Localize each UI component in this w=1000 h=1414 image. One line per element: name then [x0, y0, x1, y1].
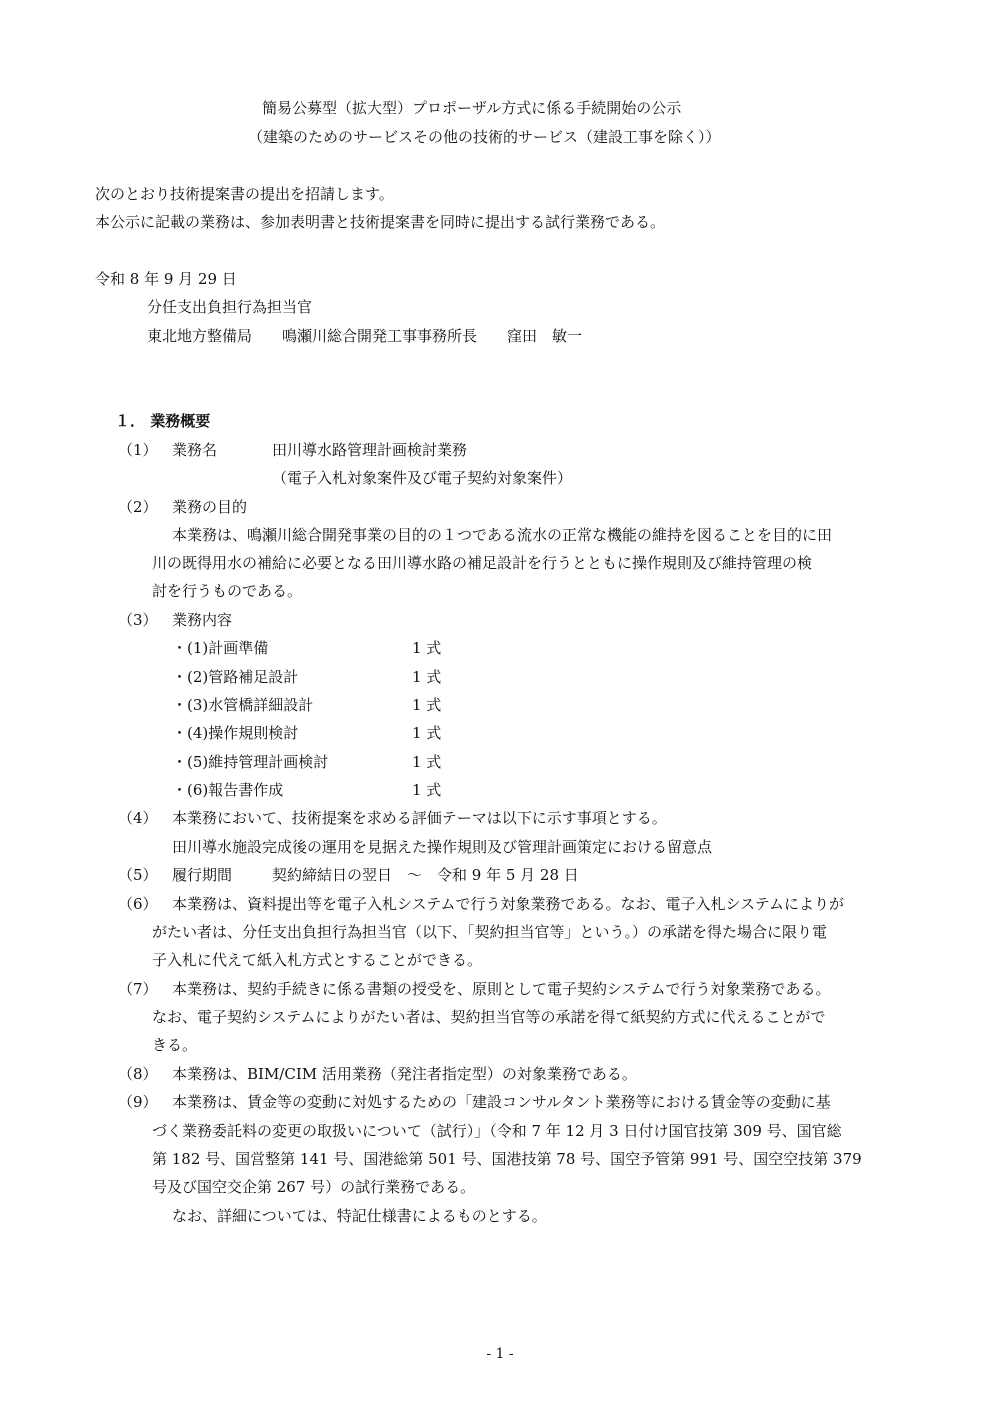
- task-name: ・(3)水管橋詳細設計: [172, 696, 314, 714]
- task-quantity: 1 式: [412, 639, 442, 657]
- task-quantity: 1 式: [412, 781, 442, 799]
- item-text: なお、電子契約システムによりがたい者は、契約担当官等の承諾を得て紙契約方式に代えることがで: [152, 1008, 826, 1026]
- item-number: （9）: [118, 1093, 158, 1111]
- item-number: （3）: [118, 611, 158, 629]
- task-quantity: 1 式: [412, 696, 442, 714]
- item-text: 本業務は、賃金等の変動に対処するための「建設コンサルタント業務等における賃金等の変動に基: [172, 1093, 831, 1111]
- section-heading: １． 業務概要: [115, 412, 211, 430]
- item-text: 討を行うものである。: [152, 582, 303, 600]
- task-name: ・(4)操作規則検討: [172, 724, 299, 742]
- item-text: 本業務において、技術提案を求める評価テーマは以下に示す事項とする。: [172, 809, 667, 827]
- item-text: 川の既得用水の補給に必要となる田川導水路の補足設計を行うとともに操作規則及び維持管理の検: [152, 554, 813, 572]
- item-number: （1）: [118, 441, 158, 459]
- item-text: なお、詳細については、特記仕様書によるものとする。: [172, 1207, 547, 1225]
- issuer-role: 分任支出負担行為担当官: [147, 298, 313, 316]
- item-text: 本業務は、資料提出等を電子入札システムで行う対象業務である。なお、電子入札システムによりが: [172, 895, 845, 913]
- item-label: 業務内容: [172, 611, 233, 629]
- task-quantity: 1 式: [412, 668, 442, 686]
- item-number: （2）: [118, 498, 158, 516]
- issue-date: 令和 8 年 9 月 29 日: [95, 270, 237, 288]
- item-text: 号及び国空交企第 267 号）の試行業務である。: [152, 1178, 476, 1196]
- task-name: ・(2)管路補足設計: [172, 668, 299, 686]
- issuer-organization: 東北地方整備局 鳴瀬川総合開発工事事務所長 窪田 敏一: [147, 327, 583, 345]
- task-name: ・(1)計画準備: [172, 639, 269, 657]
- task-quantity: 1 式: [412, 724, 442, 742]
- intro-line-1: 次のとおり技術提案書の提出を招請します。: [95, 185, 394, 203]
- item-number: （8）: [118, 1065, 158, 1083]
- title-line-2: （建築のためのサービスその他の技術的サービス（建設工事を除く））: [248, 128, 721, 146]
- item-text: きる。: [152, 1036, 198, 1054]
- item-text: 子入札に代えて紙入札方式とすることができる。: [152, 951, 483, 969]
- page-number: - 1 -: [486, 1346, 514, 1362]
- item-text: づく業務委託料の変更の取扱いについて（試行）」（令和 7 年 12 月 3 日付け国官技第 309 号、国官総: [152, 1122, 842, 1140]
- title-line-1: 簡易公募型（拡大型）プロポーザル方式に係る手続開始の公示: [262, 99, 682, 117]
- item-number: （7）: [118, 980, 158, 998]
- item-value: 契約締結日の翌日 ～ 令和 9 年 5 月 28 日: [272, 866, 579, 884]
- item-text: 本業務は、BIM/CIM 活用業務（発注者指定型）の対象業務である。: [172, 1065, 637, 1083]
- item-label: 履行期間: [172, 866, 233, 884]
- task-quantity: 1 式: [412, 753, 442, 771]
- item-number: （6）: [118, 895, 158, 913]
- item-value: 田川導水路管理計画検討業務: [272, 441, 468, 459]
- item-text: 本業務は、契約手続きに係る書類の授受を、原則として電子契約システムで行う対象業務である。: [172, 980, 831, 998]
- item-text: 第 182 号、国営整第 141 号、国港総第 501 号、国港技第 78 号、国空予管第 991 号、国空空技第 379: [152, 1150, 862, 1168]
- task-name: ・(6)報告書作成: [172, 781, 284, 799]
- intro-line-2: 本公示に記載の業務は、参加表明書と技術提案書を同時に提出する試行業務である。: [95, 213, 666, 231]
- item-number: （4）: [118, 809, 158, 827]
- item-number: （5）: [118, 866, 158, 884]
- item-text: 本業務は、鳴瀬川総合開発事業の目的の１つである流水の正常な機能の維持を図ることを目的に田: [172, 526, 833, 544]
- item-label: 業務名: [172, 441, 218, 459]
- task-name: ・(5)維持管理計画検討: [172, 753, 329, 771]
- item-note: （電子入札対象案件及び電子契約対象案件）: [272, 469, 573, 487]
- item-text: がたい者は、分任支出負担行為担当官（以下、「契約担当官等」という。）の承諾を得た場合に限り電: [152, 923, 828, 941]
- item-label: 業務の目的: [172, 498, 248, 516]
- item-text: 田川導水施設完成後の運用を見据えた操作規則及び管理計画策定における留意点: [172, 838, 713, 856]
